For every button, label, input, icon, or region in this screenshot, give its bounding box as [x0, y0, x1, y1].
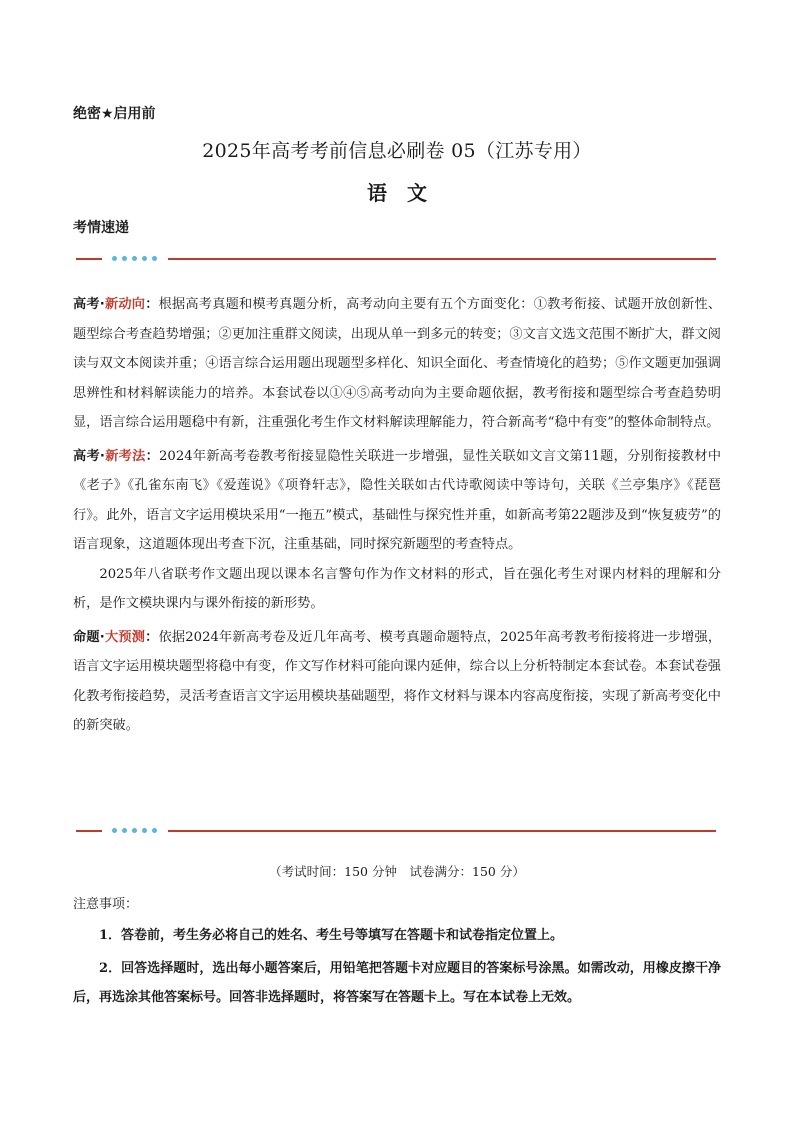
- paragraph-new-method: [73, 442, 721, 560]
- bottom-divider: [76, 825, 716, 837]
- divider-dot: [132, 256, 137, 261]
- paragraph-prediction: [73, 623, 721, 741]
- paragraph-new-trend: [73, 290, 721, 438]
- paragraph-essay: 2025年八省联考作文题出现以课本名言警句作为作文材料的形式，旨在强化考生对课内材料的理解和分析，是作文模块课内与课外衔接的新形势。: [73, 566, 721, 611]
- paragraph-body: 依据2024年新高考卷及近几年高考、模考真题命题特点，2025年高考教考衔接将进一步增强，语言文字运用模块题型将稳中有变，作文写作材料可能向课内延伸，综合以上分析特制定本套试卷。本套试卷强化教考衔接趋势，灵活考查语言文字运用模块基础题型，将作文材料与课本内容高度衔接，实现了新高考变化中的新突破。: [73, 629, 722, 733]
- divider-dot: [142, 828, 147, 833]
- paragraph-lead: 高考·新考法：: [73, 448, 160, 464]
- divider-line-left: [76, 258, 102, 260]
- section-heading: 考情速递: [73, 220, 129, 236]
- divider-line-right: [168, 258, 716, 260]
- analysis-block: [73, 290, 721, 741]
- divider-dot: [122, 828, 127, 833]
- page-title: 2025年高考考前信息必刷卷 05（江苏专用）: [202, 140, 592, 162]
- confidential-label: 绝密★启用前: [73, 106, 156, 122]
- notice-item: 1．答卷前，考生务必将自己的姓名、考生号等填写在答题卡和试卷指定位置上。: [99, 928, 564, 943]
- paragraph-lead: 高考·新动向：: [73, 297, 159, 312]
- divider-dot: [112, 256, 117, 261]
- paragraph-body: 根据高考真题和模考真题分析，高考动向主要有五个方面变化：①教考衔接、试题开放创新性、题型综合考查趋势增强；②更加注重群文阅读，出现从单一到多元的转变；③文言文选文范围不断扩大，群文阅读与双文本阅读并重；④语言综合运用题出现题型多样化、知识全面化、考查情境化的趋势；⑤作文题更加强调思辨性和材料解读能力的培养。本套试卷以①④⑤高考动向为主要命题依据，教考衔接和题型综合考查趋势明显，语言综合运用题稳中有新，注重强化考生作文材料解读理解能力，符合新高考“稳中有变”的整体命制特点。: [73, 297, 722, 430]
- subject-title: 语 文: [367, 181, 427, 205]
- divider-dot: [142, 256, 147, 261]
- divider-dot: [132, 828, 137, 833]
- exam-time-score: （考试时间：150 分钟 试卷满分：150 分）: [269, 864, 525, 879]
- divider-dot: [152, 828, 157, 833]
- paragraph-lead: 命题·大预测：: [73, 629, 159, 645]
- notice-list: [73, 921, 721, 1012]
- top-divider: [76, 253, 716, 265]
- divider-dot: [152, 256, 157, 261]
- divider-dot: [112, 828, 117, 833]
- notice-item: 2．回答选择题时，选出每小题答案后，用铅笔把答题卡对应题目的答案标号涂黑。如需改动，用橡皮擦干净后，再选涂其他答案标号。回答非选择题时，将答案写在答题卡上。写在本试卷上无效。: [73, 961, 721, 1005]
- paragraph-body: 2024年新高考卷教考衔接显隐性关联进一步增强，显性关联如文言文第11题，分别衔接教材中《老子》《孔雀东南飞》《爱莲说》《项脊轩志》，隐性关联如古代诗歌阅读中等诗句，关联《兰亭集序》《琵琶行》。此外，语言文字运用模块采用“一拖五”模式，基础性与探究性并重，如新高考第22题涉及到“恢复疲劳”的语言现象，这道题体现出考查下沉，注重基础，同时探究新题型的考查特点。: [73, 448, 722, 552]
- divider-line-right: [168, 830, 716, 832]
- divider-dot: [122, 256, 127, 261]
- divider-line-left: [76, 830, 102, 832]
- notice-title: 注意事项：: [73, 897, 139, 912]
